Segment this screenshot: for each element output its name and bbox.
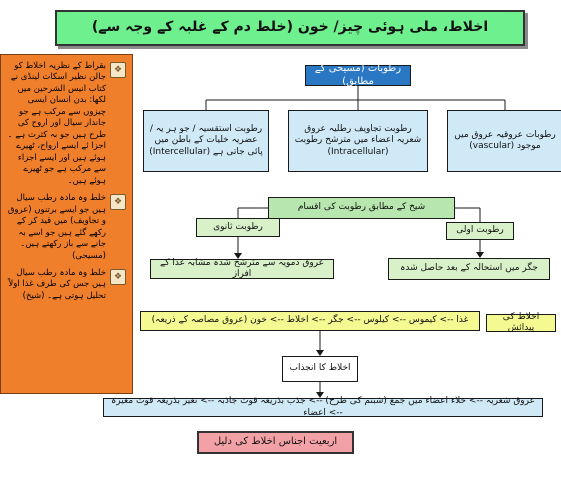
- definitions-sidebar: [0, 54, 133, 394]
- node-paidaish-label: اخلاط کی پیدائش: [486, 314, 556, 332]
- scroll-icon: ❖: [110, 194, 126, 210]
- scroll-icon: ❖: [110, 62, 126, 78]
- scroll-icon: ❖: [110, 269, 126, 285]
- node-awwal-description: جگر میں استحالہ کے بعد حاصل شدہ: [388, 258, 550, 280]
- node-sanawi-description: عروق دمویہ سے مترشح شدہ مشابہ غذا کے افراز: [150, 259, 334, 279]
- node-vascular: رطوبات عروقیہ عروق میں موجود (vascular): [447, 110, 561, 172]
- node-intracellular: رطوبت تجاویف رطلیہ عروق شعریہ اعضاء میں مترشح رطوبت (Intracellular): [288, 110, 428, 172]
- node-injizab: اخلاط کا انجذاب: [282, 356, 358, 382]
- definition-text: خلط وہ مادہ رطب سیال ہیں جو ایسے برتنوں (عروق و تجاویف) میں قید کر کے رکھے گئے ہیں جو اسے بہ جانے سے باز رکھتے ہیں۔ (مسیحی): [7, 193, 106, 261]
- node-rutubat-masihi: رطوبات (مسیحی کے مطابق): [305, 65, 411, 86]
- node-shaikh-types: شیخ کے مطابق رطوبت کی اقسام: [268, 197, 455, 219]
- node-paidaish-chain: غذا --> کیموس --> کیلوس --> جگر --> اخلاط --> خون (عروق مصاصہ کے ذریعہ): [140, 311, 480, 331]
- node-injizab-chain: عروق شعریہ --> خلاء اعضاء میں جمع (شبنم کی طرح) --> جذب بذریعہ قوت جاذبہ --> تغیر بذریعہ قوت مغیرہ --> اعضاء: [103, 398, 543, 417]
- node-bottom-dalil: اربعیت اجناس اخلاط کی دلیل: [197, 431, 354, 454]
- node-rutubat-awwal: رطوبت اولی: [446, 222, 514, 240]
- page-title: اخلاط، ملی ہوئی چیز/ خون (خلط دم کے غلبہ کے وجہ سے): [55, 10, 525, 46]
- definition-paragraph: [7, 193, 126, 262]
- definition-paragraph: [7, 61, 126, 187]
- node-intercellular: رطوبت استقسیہ / جو ہر یہ / عضریہ خلیات کے باطن میں پائی جاتی ہے (Intercellular): [143, 110, 269, 172]
- definition-paragraph: [7, 268, 126, 302]
- definition-text: خلط وہ مادہ رطب سیال ہیں جس کی طرف غذا اولاً تحلیل ہوتی ہے۔ (شیخ): [8, 267, 106, 301]
- definition-text: بقراط کے نظریہ اخلاط کو جالن نظیر اسکات لینڈی نے کتاب انیس الشرحین میں لکھا: بدن انسان ایسی چیزوں سے مرکب ہے جو جاندار سیال اور اروح کی طرح ہیں جو بہ کثرت ہے ۔ اجزا ئے ایسے ارواح، ٹھیرے ہوئے ہیں اور ایسے اجزاء سے مرکب ہے جو ٹھیرے ہوئے ہیں۔: [7, 61, 106, 186]
- node-rutubat-sanawi: رطوبت ثانوی: [196, 218, 280, 237]
